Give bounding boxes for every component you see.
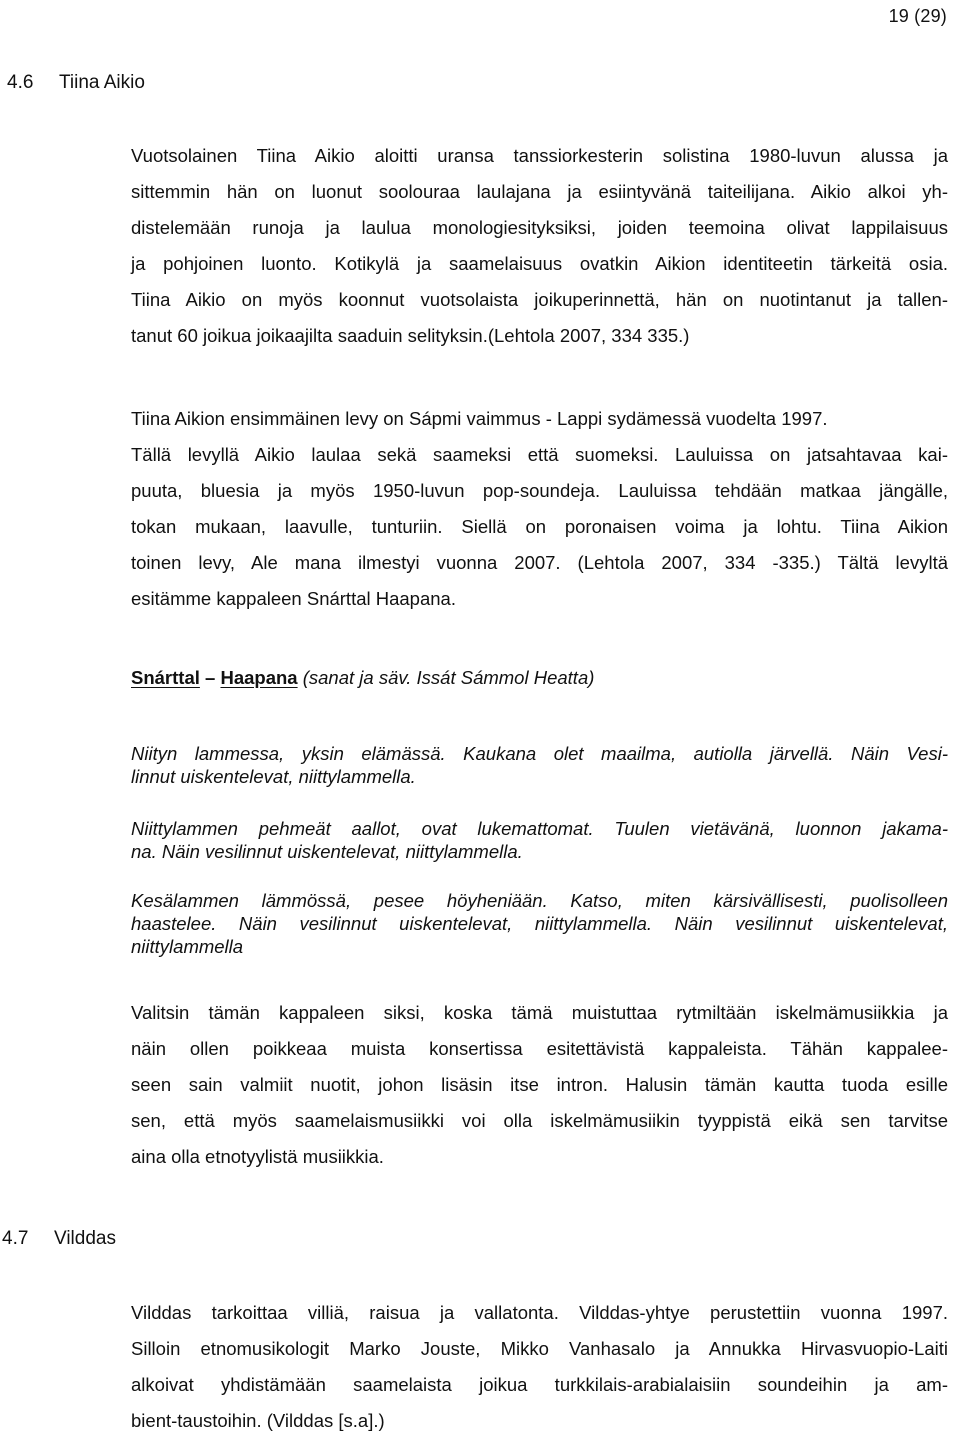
section-number: 4.6 (7, 72, 34, 93)
text-line: esitämme kappaleen Snárttal Haapana. (131, 588, 456, 609)
text-line: haastelee. Näin vesilinnut uiskentelevat, niittylammella. Näin vesilinnut uiskentelevat, (131, 913, 948, 934)
lyrics-verse-3 (131, 889, 948, 958)
text-line: sittemmin hän on luonut soolouraa laulajana ja esiintyvänä taiteilijana. Aikio alkoi yh- (131, 181, 948, 202)
song-artist: Haapana (220, 667, 298, 688)
text-line: niittylammella (131, 936, 244, 957)
song-title: Snárttal – Haapana (sanat ja säv. Issát Sámmol Heatta) (131, 667, 595, 688)
text-line: ja pohjoinen luonto. Kotikylä ja saamelaisuus ovatkin Aikion identiteetin tärkeitä osia. (131, 253, 948, 274)
section-title: Vilddas (54, 1228, 116, 1249)
section-heading-tiina-aikio (7, 72, 145, 94)
text-line: linnut uiskentelevat, niittylammella. (131, 766, 416, 787)
text-line: Tiina Aikio on myös koonnut vuotsolaista joikuperinnettä, hän on nuotintanut ja tallen- (131, 289, 948, 310)
lyrics-verse-1 (131, 742, 948, 788)
text-line: Valitsin tämän kappaleen siksi, koska tämä muistuttaa rytmiltään iskelmämusiikkia ja (131, 1002, 948, 1023)
paragraph-albums (131, 401, 948, 617)
text-line: aina olla etnotyylistä musiikkia. (131, 1146, 384, 1167)
song-credit: (sanat ja säv. Issát Sámmol Heatta) (302, 667, 595, 688)
text-line: Tiina Aikion ensimmäinen levy on Sápmi vaimmus - Lappi sydämessä vuodelta 1997. (131, 408, 828, 429)
lyrics-verse-2 (131, 817, 948, 863)
paragraph-vilddas (131, 1295, 948, 1439)
paragraph-song-choice (131, 995, 948, 1175)
text-line: Niittylammen pehmeät aallot, ovat lukemattomat. Tuulen vietävänä, luonnon jakama- (131, 818, 948, 839)
text-line: bient-taustoihin. (Vilddas [s.a].) (131, 1410, 385, 1431)
text-line: na. Näin vesilinnut uiskentelevat, niittylammella. (131, 841, 523, 862)
text-line: Kesälammen lämmössä, pesee höyheniään. Katso, miten kärsivällisesti, puolisolleen (131, 890, 948, 911)
text-line: Vuotsolainen Tiina Aikio aloitti uransa tanssiorkesterin solistina 1980-luvun alussa ja (131, 145, 948, 166)
text-line: sen, että myös saamelaismusiikki voi olla iskelmämusiikin tyyppistä eikä sen tarvitse (131, 1110, 948, 1131)
paragraph-intro (131, 138, 948, 354)
text-line: tokan mukaan, laavulle, tunturiin. Siellä on poronaisen voima ja lohtu. Tiina Aikion (131, 516, 948, 537)
text-line: puuta, bluesia ja myös 1950-luvun pop-soundeja. Lauluissa tehdään matkaa jängälle, (131, 480, 948, 501)
text-line: toinen levy, Ale mana ilmestyi vuonna 2007. (Lehtola 2007, 334 -335.) Tältä levyltä (131, 552, 948, 573)
song-name: Snárttal (131, 667, 200, 688)
text-line: Tällä levyllä Aikio laulaa sekä saameksi että suomeksi. Lauluissa on jatsahtavaa kai- (131, 444, 948, 465)
section-number: 4.7 (2, 1228, 29, 1249)
text-line: Niityn lammessa, yksin elämässä. Kaukana olet maailma, autiolla järvellä. Näin Vesi- (131, 743, 948, 764)
section-title: Tiina Aikio (59, 72, 145, 93)
text-line: Vilddas tarkoittaa villiä, raisua ja vallatonta. Vilddas-yhtye perustettiin vuonna 1997. (131, 1302, 948, 1323)
text-line: distelemään runoja ja laulua monologiesityksiksi, joiden teemoina olivat lappilaisuus (131, 217, 948, 238)
text-line: seen sain valmiit nuotit, johon lisäsin itse intron. Halusin tämän kautta tuoda esille (131, 1074, 948, 1095)
text-line: alkoivat yhdistämään saamelaista joikua turkkilais-arabialaisiin soundeihin ja am- (131, 1374, 948, 1395)
text-line: tanut 60 joikua joikaajilta saaduin selityksin.(Lehtola 2007, 334 335.) (131, 325, 690, 346)
text-line: näin ollen poikkeaa muista konsertissa esitettävistä kappaleista. Tähän kappalee- (131, 1038, 948, 1059)
section-heading-vilddas (2, 1228, 116, 1250)
text-line: Silloin etnomusikologit Marko Jouste, Mikko Vanhasalo ja Annukka Hirvasvuopio-Laiti (131, 1338, 948, 1359)
page-number: 19 (29) (888, 6, 947, 26)
